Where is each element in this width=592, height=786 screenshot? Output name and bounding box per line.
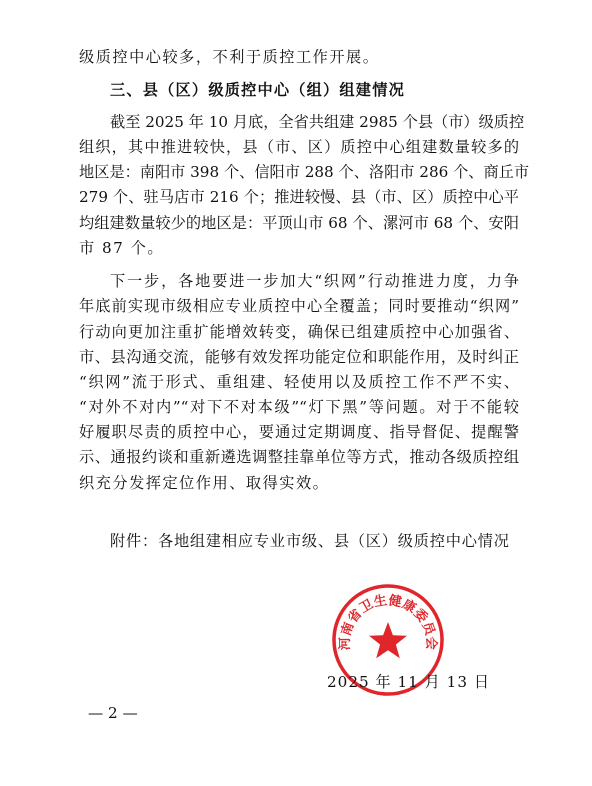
paragraph-line: 截至 2025 年 10 月底，全省共组建 2985 个县（市）级质控 bbox=[110, 113, 525, 131]
paragraph-line: 好履职尽责的质控中心，要通过定期调度、指导督促、提醒警 bbox=[79, 423, 519, 441]
paragraph-line: 均组建数量较少的地区是：平顶山市 68 个、漯河市 68 个、安阳 bbox=[79, 214, 519, 232]
paragraph-line: 279 个、驻马店市 216 个；推进较慢、县（市、区）质控中心平 bbox=[79, 188, 519, 206]
paragraph-line: 示、通报约谈和重新遴选调整挂靠单位等方式，推动各级质控组 bbox=[79, 448, 519, 466]
page-number: — 2 — bbox=[88, 704, 138, 722]
paragraph-line: 年底前实现市级相应专业质控中心全覆盖；同时要推动“织网” bbox=[79, 297, 519, 315]
seal-text: 河南省卫生健康委员会 bbox=[337, 593, 439, 651]
paragraph-line: 市、县沟通交流，能够有效发挥功能定位和职能作用，及时纠正 bbox=[79, 348, 519, 366]
paragraph-line: 地区是：南阳市 398 个、信阳市 288 个、洛阳市 286 个、商丘市 bbox=[79, 163, 530, 181]
paragraph-line: “织网”流于形式、重组建、轻使用以及质控工作不严不实、 bbox=[79, 373, 519, 391]
seal-star-icon bbox=[369, 622, 407, 658]
paragraph-line: 下一步，各地要进一步加大“织网”行动推进力度，力争 bbox=[110, 272, 519, 290]
paragraph-line: 织充分发挥定位作用、取得实效。 bbox=[79, 474, 330, 492]
paragraph-line: 组织，其中推进较快，县（市、区）质控中心组建数量较多的 bbox=[79, 138, 519, 156]
document-date: 2025 年 11 月 13 日 bbox=[327, 673, 491, 691]
paragraph-line: 级质控中心较多，不利于质控工作开展。 bbox=[79, 48, 380, 66]
section-heading: 三、县（区）级质控中心（组）组建情况 bbox=[110, 81, 405, 99]
paragraph-line: 市 87 个。 bbox=[79, 239, 165, 257]
paragraph-line: “对外不对内”“对下不对本级”“灯下黑”等问题。对于不能较 bbox=[79, 398, 519, 416]
attachment-line: 附件：各地组建相应专业市级、县（区）级质控中心情况 bbox=[110, 532, 510, 550]
paragraph-line: 行动向更加注重扩能增效转变，确保已组建质控中心加强省、 bbox=[79, 323, 519, 341]
